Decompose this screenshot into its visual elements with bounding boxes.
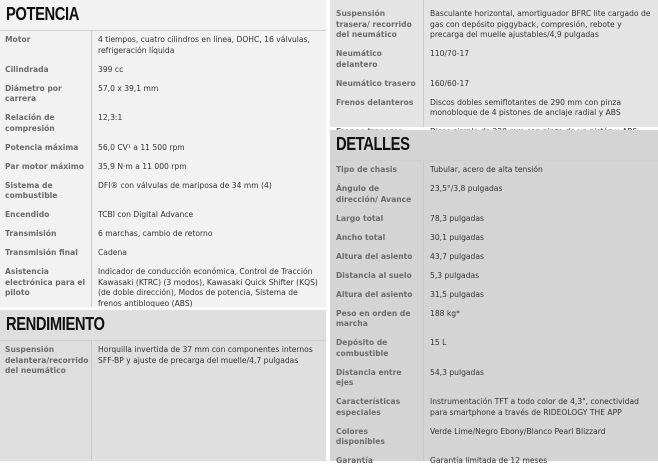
spec-row — [330, 161, 658, 180]
spec-value: 78,3 pulgadas — [430, 213, 484, 223]
spec-row — [330, 267, 658, 286]
spec-value: 15 L — [430, 338, 447, 347]
spec-row — [0, 225, 326, 244]
spec-label: Frenos delanteros — [336, 97, 414, 107]
spec-value: Verde Lime/Negro Ebony/Blanco Pearl Blizzard — [430, 426, 606, 436]
rendimiento-section-continued — [330, 0, 658, 127]
spec-value: DFI® con válvulas de mariposa de 34 mm (4) — [98, 180, 272, 190]
section-title-text: POTENCIA — [6, 4, 79, 24]
spec-label: Depósito de combustible — [336, 338, 389, 358]
spec-value: Horquilla invertida de 37 mm con componentes internos SFF-BP y ajuste de precarga del muelle/4,7 pulgadas — [98, 345, 313, 365]
spec-value: Garantía limitada de 12 meses — [430, 456, 548, 465]
spec-label: Encendido — [5, 210, 50, 219]
spec-label: Largo total — [336, 213, 384, 223]
spec-value: TCBI con Digital Advance — [98, 210, 194, 219]
spec-value: 6 marchas, cambio de retorno — [98, 229, 213, 238]
spec-label: Neumático trasero — [336, 78, 416, 88]
spec-row — [0, 263, 326, 314]
spec-value: 399 cc — [98, 64, 124, 74]
spec-value: 56,0 CV¹ a 11 500 rpm — [98, 142, 185, 152]
spec-value: 30,1 pulgadas — [430, 232, 484, 242]
spec-rows — [330, 0, 658, 142]
spec-label: Transmisión — [5, 229, 57, 238]
spec-value: 31,5 pulgadas — [430, 289, 484, 299]
spec-label: Ángulo de dirección/ Avance — [336, 184, 412, 204]
spec-value: 4 tiempos, cuatro cilindros en línea, DOHC, 16 válvulas, refrigeración líquida — [98, 35, 310, 55]
spec-row — [0, 206, 326, 225]
spec-value: Discos dobles semiflotantes de 290 mm con pinza monobloque de 4 pistones de anclaje radial y ABS — [430, 97, 622, 117]
potencia-section — [0, 0, 326, 307]
spec-value: Indicador de conducción económica, Control de Tracción Kawasaki (KTRC) (3 modos), Kawasaki Quick Shifter (KQS) (de doble dirección), Modos de potencia, Sistema de frenos antibloqueo (ABS) — [98, 267, 318, 308]
spec-value: 35,9 N·m a 11 000 rpm — [98, 161, 187, 171]
spec-row — [0, 158, 326, 177]
column-divider — [91, 341, 92, 461]
spec-row — [0, 80, 326, 110]
detalles-section — [330, 130, 658, 465]
spec-row — [330, 45, 658, 75]
spec-label: Peso en orden de marcha — [336, 308, 411, 328]
spec-label: Tipo de chasis — [336, 165, 397, 174]
spec-row — [330, 248, 658, 267]
spec-row — [330, 210, 658, 229]
spec-label: Neumático delantero — [336, 49, 382, 69]
section-title — [330, 130, 658, 161]
spec-value: Cadena — [98, 248, 127, 257]
spec-label: Distancia entre ejes — [336, 367, 402, 387]
spec-row — [330, 229, 658, 248]
spec-value: 160/60-17 — [430, 78, 470, 88]
spec-value: 110/70-17 — [430, 49, 470, 58]
spec-label: Suspensión trasera/ recorrido del neumático — [336, 9, 412, 39]
spec-value: Basculante horizontal, amortiguador BFRC lite cargado de gas con depósito piggyback, compresión, rebote y precarga del muelle ajustables/4,9 pulgadas — [430, 9, 651, 39]
spec-row — [330, 305, 658, 335]
spec-row — [330, 334, 658, 364]
spec-row — [330, 423, 658, 453]
spec-rows — [330, 161, 658, 471]
section-title-text: DETALLES — [336, 134, 410, 154]
spec-row — [330, 75, 658, 94]
spec-row — [330, 452, 658, 471]
section-title — [0, 0, 326, 31]
spec-value: 43,7 pulgadas — [430, 251, 484, 261]
spec-label: Potencia máxima — [5, 142, 79, 152]
spec-label: Ancho total — [336, 232, 386, 242]
spec-row — [0, 31, 326, 61]
spec-row — [330, 180, 658, 210]
spec-value: 12,3:1 — [98, 113, 123, 122]
spec-row — [330, 364, 658, 394]
column-divider — [423, 0, 424, 127]
spec-value: Tubular, acero de alta tensión — [430, 165, 543, 174]
spec-row — [0, 109, 326, 139]
column-divider — [423, 161, 424, 461]
spec-label: Garantía — [336, 456, 373, 465]
spec-row — [330, 286, 658, 305]
spec-value: 23,5°/3,8 pulgadas — [430, 184, 503, 193]
spec-label: Diámetro por carrera — [5, 83, 62, 103]
rendimiento-section — [0, 310, 326, 461]
spec-label: Distancia al suelo — [336, 270, 412, 280]
spec-row — [330, 5, 658, 45]
spec-row — [0, 341, 326, 381]
spec-label: Características especiales — [336, 397, 401, 417]
spec-row — [0, 139, 326, 158]
spec-row — [330, 94, 658, 124]
spec-label: Transmisión final — [5, 248, 78, 257]
spec-value: 188 kg* — [430, 308, 460, 318]
column-divider — [91, 31, 92, 307]
spec-label: Colores disponibles — [336, 426, 385, 446]
spec-value: 54,3 pulgadas — [430, 367, 484, 377]
spec-value: Instrumentación TFT a todo color de 4,3", conectividad para smartphone a través de RIDEOLOGY THE APP — [430, 397, 639, 417]
section-title-text: RENDIMIENTO — [6, 314, 105, 334]
section-title — [0, 310, 326, 341]
spec-label: Altura del asiento — [336, 251, 413, 261]
spec-value: 5,3 pulgadas — [430, 270, 480, 280]
spec-label: Motor — [5, 35, 31, 44]
spec-label: Par motor máximo — [5, 161, 84, 171]
spec-label: Suspensión delantera/recorrido del neumático — [5, 345, 89, 375]
spec-label: Relación de compresión — [5, 113, 55, 133]
spec-row — [330, 393, 658, 423]
spec-rows — [0, 341, 326, 381]
spec-label: Sistema de combustible — [5, 180, 58, 200]
spec-label: Altura del asiento — [336, 289, 413, 299]
spec-label: Asistencia electrónica para el piloto — [5, 267, 86, 297]
spec-row — [0, 244, 326, 263]
spec-value: 57,0 x 39,1 mm — [98, 83, 159, 93]
spec-row — [0, 61, 326, 80]
spec-rows — [0, 31, 326, 314]
spec-row — [0, 177, 326, 207]
spec-label: Cilindrada — [5, 64, 49, 74]
